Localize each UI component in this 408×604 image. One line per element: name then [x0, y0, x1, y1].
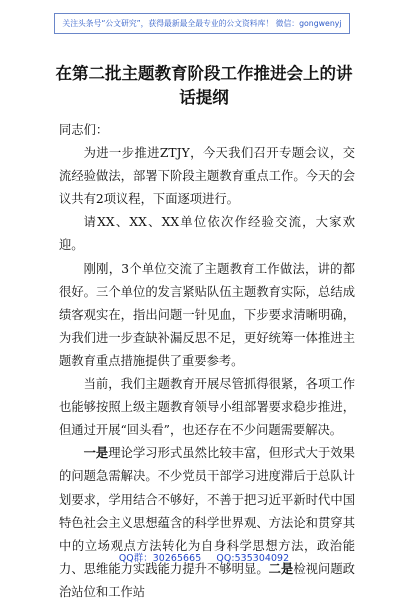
- paragraph: 请XX、XX、XX单位依次作经验交流，大家欢迎。: [59, 215, 355, 253]
- document-body: [59, 119, 355, 604]
- paragraph: 刚刚，3个单位交流了主题教育工作做法，讲的都很好。三个单位的发言紧贴队伍主题教育实际，总结成绩客观实在，指出问题一针见血，下步要求清晰明确，为我们进一步查缺补漏反思不足，更好统筹一体推进主题教育重点措施提供了重要参考。: [59, 261, 355, 368]
- footer-contact: [0, 550, 408, 564]
- paragraph: 为进一步推进ZTJY，今天我们召开专题会议，交流经验做法，部署下阶段主题教育重点工作。今天的会议共有2项议程，下面逐项进行。: [59, 146, 355, 207]
- qq-group: QQ群：30265665: [118, 553, 202, 564]
- lead-second: 二是: [268, 561, 294, 576]
- document-title: 在第二批主题教育阶段工作推进会上的讲话提纲: [55, 64, 353, 107]
- salutation: 同志们：: [59, 123, 109, 137]
- lead-first: 一是: [83, 446, 109, 461]
- paragraph-text: 检视问题政治站位和工作站: [59, 561, 355, 599]
- promo-banner: 关注头条号“公文研究”，获得最新最全最专业的公文资料库！ 微信：gongwenyj: [54, 13, 350, 34]
- paragraph-text: 理论学习形式虽然比较丰富，但形式大于效果的问题急需解决。不少党员干部学习进度滞后于总队计划要求，学用结合不够好，不善于把习近平新时代中国特色社会主义思想蕴含的科学世界观、方法论和贯穿其中的立场观点方法转化为自身科学思想方法，政治能力、思维能力实践能力提升不够明显。: [59, 446, 355, 576]
- qq-number: QQ:535304092: [216, 553, 290, 564]
- paragraph: 当前，我们主题教育开展尽管抓得很紧，各项工作也能够按照上级主题教育领导小组部署要求稳步推进，但通过开展“回头看”，也还存在不少问题需要解决。: [59, 377, 355, 438]
